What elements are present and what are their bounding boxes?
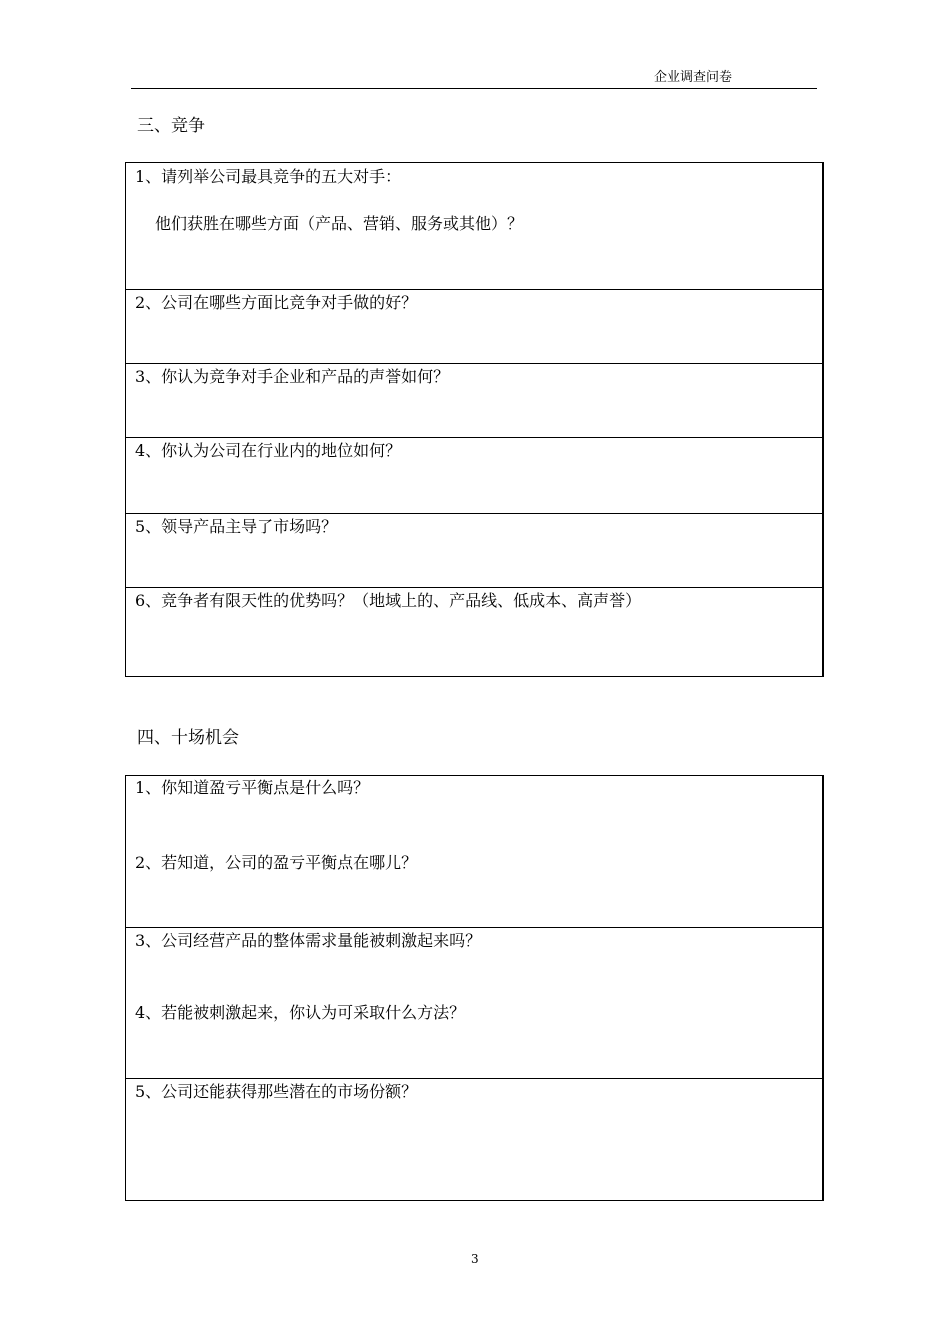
question-text: 5、公司还能获得那些潜在的市场份额？	[135, 1082, 418, 1101]
question-row[interactable]	[126, 927, 822, 1078]
competition-question-table	[125, 162, 824, 677]
question-row[interactable]	[126, 587, 822, 675]
section-title-market-opportunity: 四、十场机会	[137, 728, 239, 748]
question-text: 2、公司在哪些方面比竞争对手做的好？	[135, 293, 418, 312]
question-text: 3、你认为竞争对手企业和产品的声誉如何？	[135, 367, 450, 386]
question-text: 4、若能被刺激起来，你认为可采取什么方法？	[135, 1003, 466, 1022]
question-row[interactable]	[126, 776, 822, 927]
question-row[interactable]	[126, 363, 822, 437]
question-row[interactable]	[126, 1078, 822, 1199]
market-question-table	[125, 775, 824, 1201]
header-rule	[131, 88, 817, 89]
section-title-competition: 三、竞争	[137, 116, 205, 136]
question-text: 1、请列举公司最具竞争的五大对手：	[135, 167, 402, 186]
question-row[interactable]	[126, 513, 822, 587]
question-text: 2、若知道，公司的盈亏平衡点在哪儿？	[135, 853, 418, 872]
question-text: 3、公司经营产品的整体需求量能被刺激起来吗？	[135, 931, 482, 950]
question-row[interactable]	[126, 163, 822, 289]
question-text: 5、领导产品主导了市场吗？	[135, 517, 338, 536]
question-row[interactable]	[126, 289, 822, 363]
question-row[interactable]	[126, 437, 822, 513]
header-title: 企业调查问卷	[654, 70, 733, 85]
question-text: 1、你知道盈亏平衡点是什么吗？	[135, 778, 370, 797]
page-number: 3	[471, 1252, 479, 1266]
question-text: 4、你认为公司在行业内的地位如何？	[135, 441, 402, 460]
question-text: 6、竞争者有限天性的优势吗？（地域上的、产品线、低成本、高声誉）	[135, 591, 642, 610]
question-subtext: 他们获胜在哪些方面（产品、营销、服务或其他）？	[155, 214, 524, 233]
